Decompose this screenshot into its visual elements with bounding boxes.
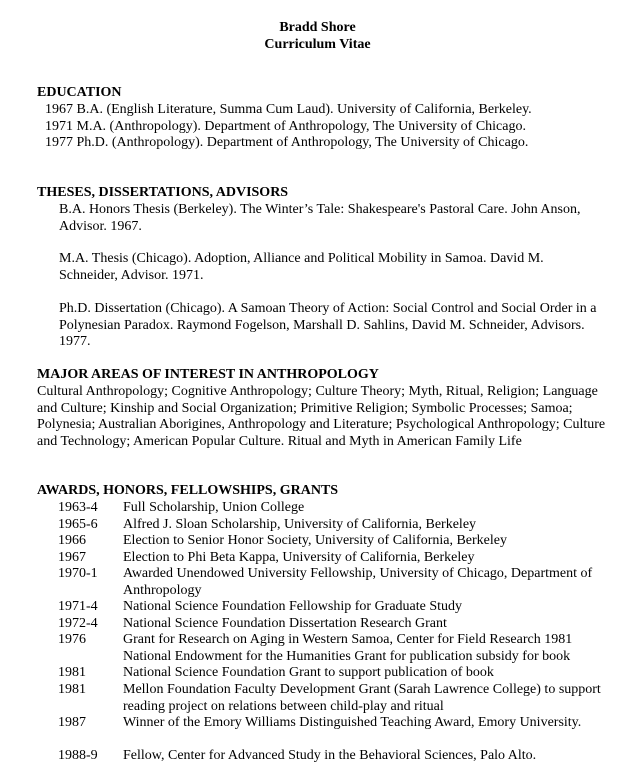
award-text: Election to Senior Honor Society, University of California, Berkeley: [123, 533, 508, 548]
education-heading: EDUCATION: [37, 85, 122, 100]
award-year: 1976: [58, 632, 86, 647]
document-header: [0, 19, 635, 53]
education-entry: 1977 Ph.D. (Anthropology). Department of Anthropology, The University of Chicago.: [45, 135, 529, 150]
award-year: 1972-4: [58, 616, 98, 631]
areas-heading: MAJOR AREAS OF INTEREST IN ANTHROPOLOGY: [37, 367, 379, 382]
award-year: 1988-9: [58, 748, 98, 763]
award-text: Winner of the Emory Williams Distinguished Teaching Award, Emory University.: [123, 715, 582, 730]
education-entry: 1971 M.A. (Anthropology). Department of Anthropology, The University of Chicago.: [45, 119, 526, 134]
award-text: Full Scholarship, Union College: [123, 500, 305, 515]
award-text: Fellow, Center for Advanced Study in the Behavioral Sciences, Palo Alto.: [123, 748, 537, 763]
award-year: 1966: [58, 533, 86, 548]
award-text: Mellon Foundation Faculty Development Grant (Sarah Lawrence College) to support reading project on relations between child-play and ritual: [123, 682, 601, 714]
award-year: 1987: [58, 715, 86, 730]
author-name: Bradd Shore: [279, 20, 356, 35]
award-text: Election to Phi Beta Kappa, University of California, Berkeley: [123, 550, 475, 565]
award-year: 1971-4: [58, 599, 98, 614]
award-year: 1981: [58, 665, 86, 680]
award-year: 1967: [58, 550, 86, 565]
award-text: Grant for Research on Aging in Western Samoa, Center for Field Research 1981 National Endowment for the Humanities Grant for publication subsidy for book: [123, 632, 573, 664]
award-text: Alfred J. Sloan Scholarship, University of California, Berkeley: [123, 517, 477, 532]
document-title: Curriculum Vitae: [264, 37, 371, 52]
award-text: National Science Foundation Dissertation Research Grant: [123, 616, 447, 631]
award-year: 1970-1: [58, 566, 98, 581]
awards-heading: AWARDS, HONORS, FELLOWSHIPS, GRANTS: [37, 483, 339, 498]
theses-heading: THESES, DISSERTATIONS, ADVISORS: [37, 185, 289, 200]
areas-paragraph: Cultural Anthropology; Cognitive Anthropology; Culture Theory; Myth, Ritual, Religion; Language and Culture; Kinship and Social Organization; Primitive Religion; Symbolic Processes; Samoa; Polynesia; Australian Aborigines, Anthropology and Literature; Psychological Anthropology; Culture and Technology; American Popular Culture. Ritual and Myth in American Family Life: [37, 384, 606, 449]
award-year: 1981: [58, 682, 86, 697]
thesis-entry: B.A. Honors Thesis (Berkeley). The Winter’s Tale: Shakespeare's Pastoral Care. John Anson, Advisor. 1967.: [59, 202, 581, 234]
award-text: Awarded Unendowed University Fellowship, University of Chicago, Department of Anthropology: [123, 566, 593, 598]
award-text: National Science Foundation Fellowship for Graduate Study: [123, 599, 463, 614]
award-year: 1963-4: [58, 500, 98, 515]
award-year: 1965-6: [58, 517, 98, 532]
award-text: National Science Foundation Grant to support publication of book: [123, 665, 494, 680]
education-entry: 1967 B.A. (English Literature, Summa Cum Laud). University of California, Berkeley.: [45, 102, 532, 117]
thesis-entry: M.A. Thesis (Chicago). Adoption, Alliance and Political Mobility in Samoa. David M. Schneider, Advisor. 1971.: [59, 251, 544, 283]
thesis-entry: Ph.D. Dissertation (Chicago). A Samoan Theory of Action: Social Control and Social Order in a Polynesian Paradox. Raymond Fogelson, Marshall D. Sahlins, David M. Schneider, Advisors. 1977.: [59, 301, 597, 350]
